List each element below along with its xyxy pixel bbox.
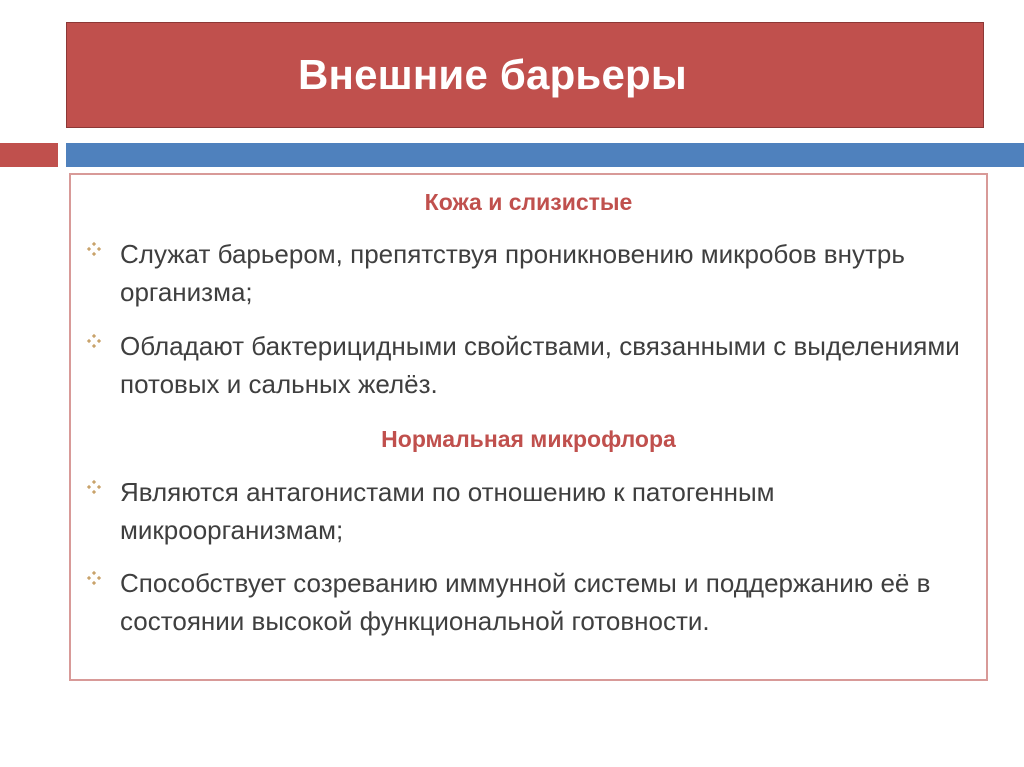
bullet-text: Способствует созреванию иммунной системы и поддержанию её в состоянии высокой функциональной готовности. [120,568,931,636]
section-heading-skin: Кожа и слизистые [424,189,633,215]
section-heading-microflora: Нормальная микрофлора [381,426,676,452]
accent-stripe-red [0,143,58,167]
bullet-item [86,235,966,311]
bullet-text: Являются антагонистами по отношению к патогенным микроорганизмам; [120,477,775,545]
diamond-bullet-icon [86,241,102,257]
slide-title: Внешние барьеры [298,51,687,98]
bullet-item [86,327,966,403]
content-box [69,173,988,681]
diamond-bullet-icon [86,570,102,586]
bullet-item [86,473,966,549]
title-banner [66,22,984,128]
bullet-item [86,564,966,640]
bullet-text: Обладают бактерицидными свойствами, связанными с выделениями потовых и сальных желёз. [120,331,960,399]
diamond-bullet-icon [86,479,102,495]
accent-stripe-blue [66,143,1024,167]
bullet-text: Служат барьером, препятствуя проникновению микробов внутрь организма; [120,239,905,307]
diamond-bullet-icon [86,333,102,349]
